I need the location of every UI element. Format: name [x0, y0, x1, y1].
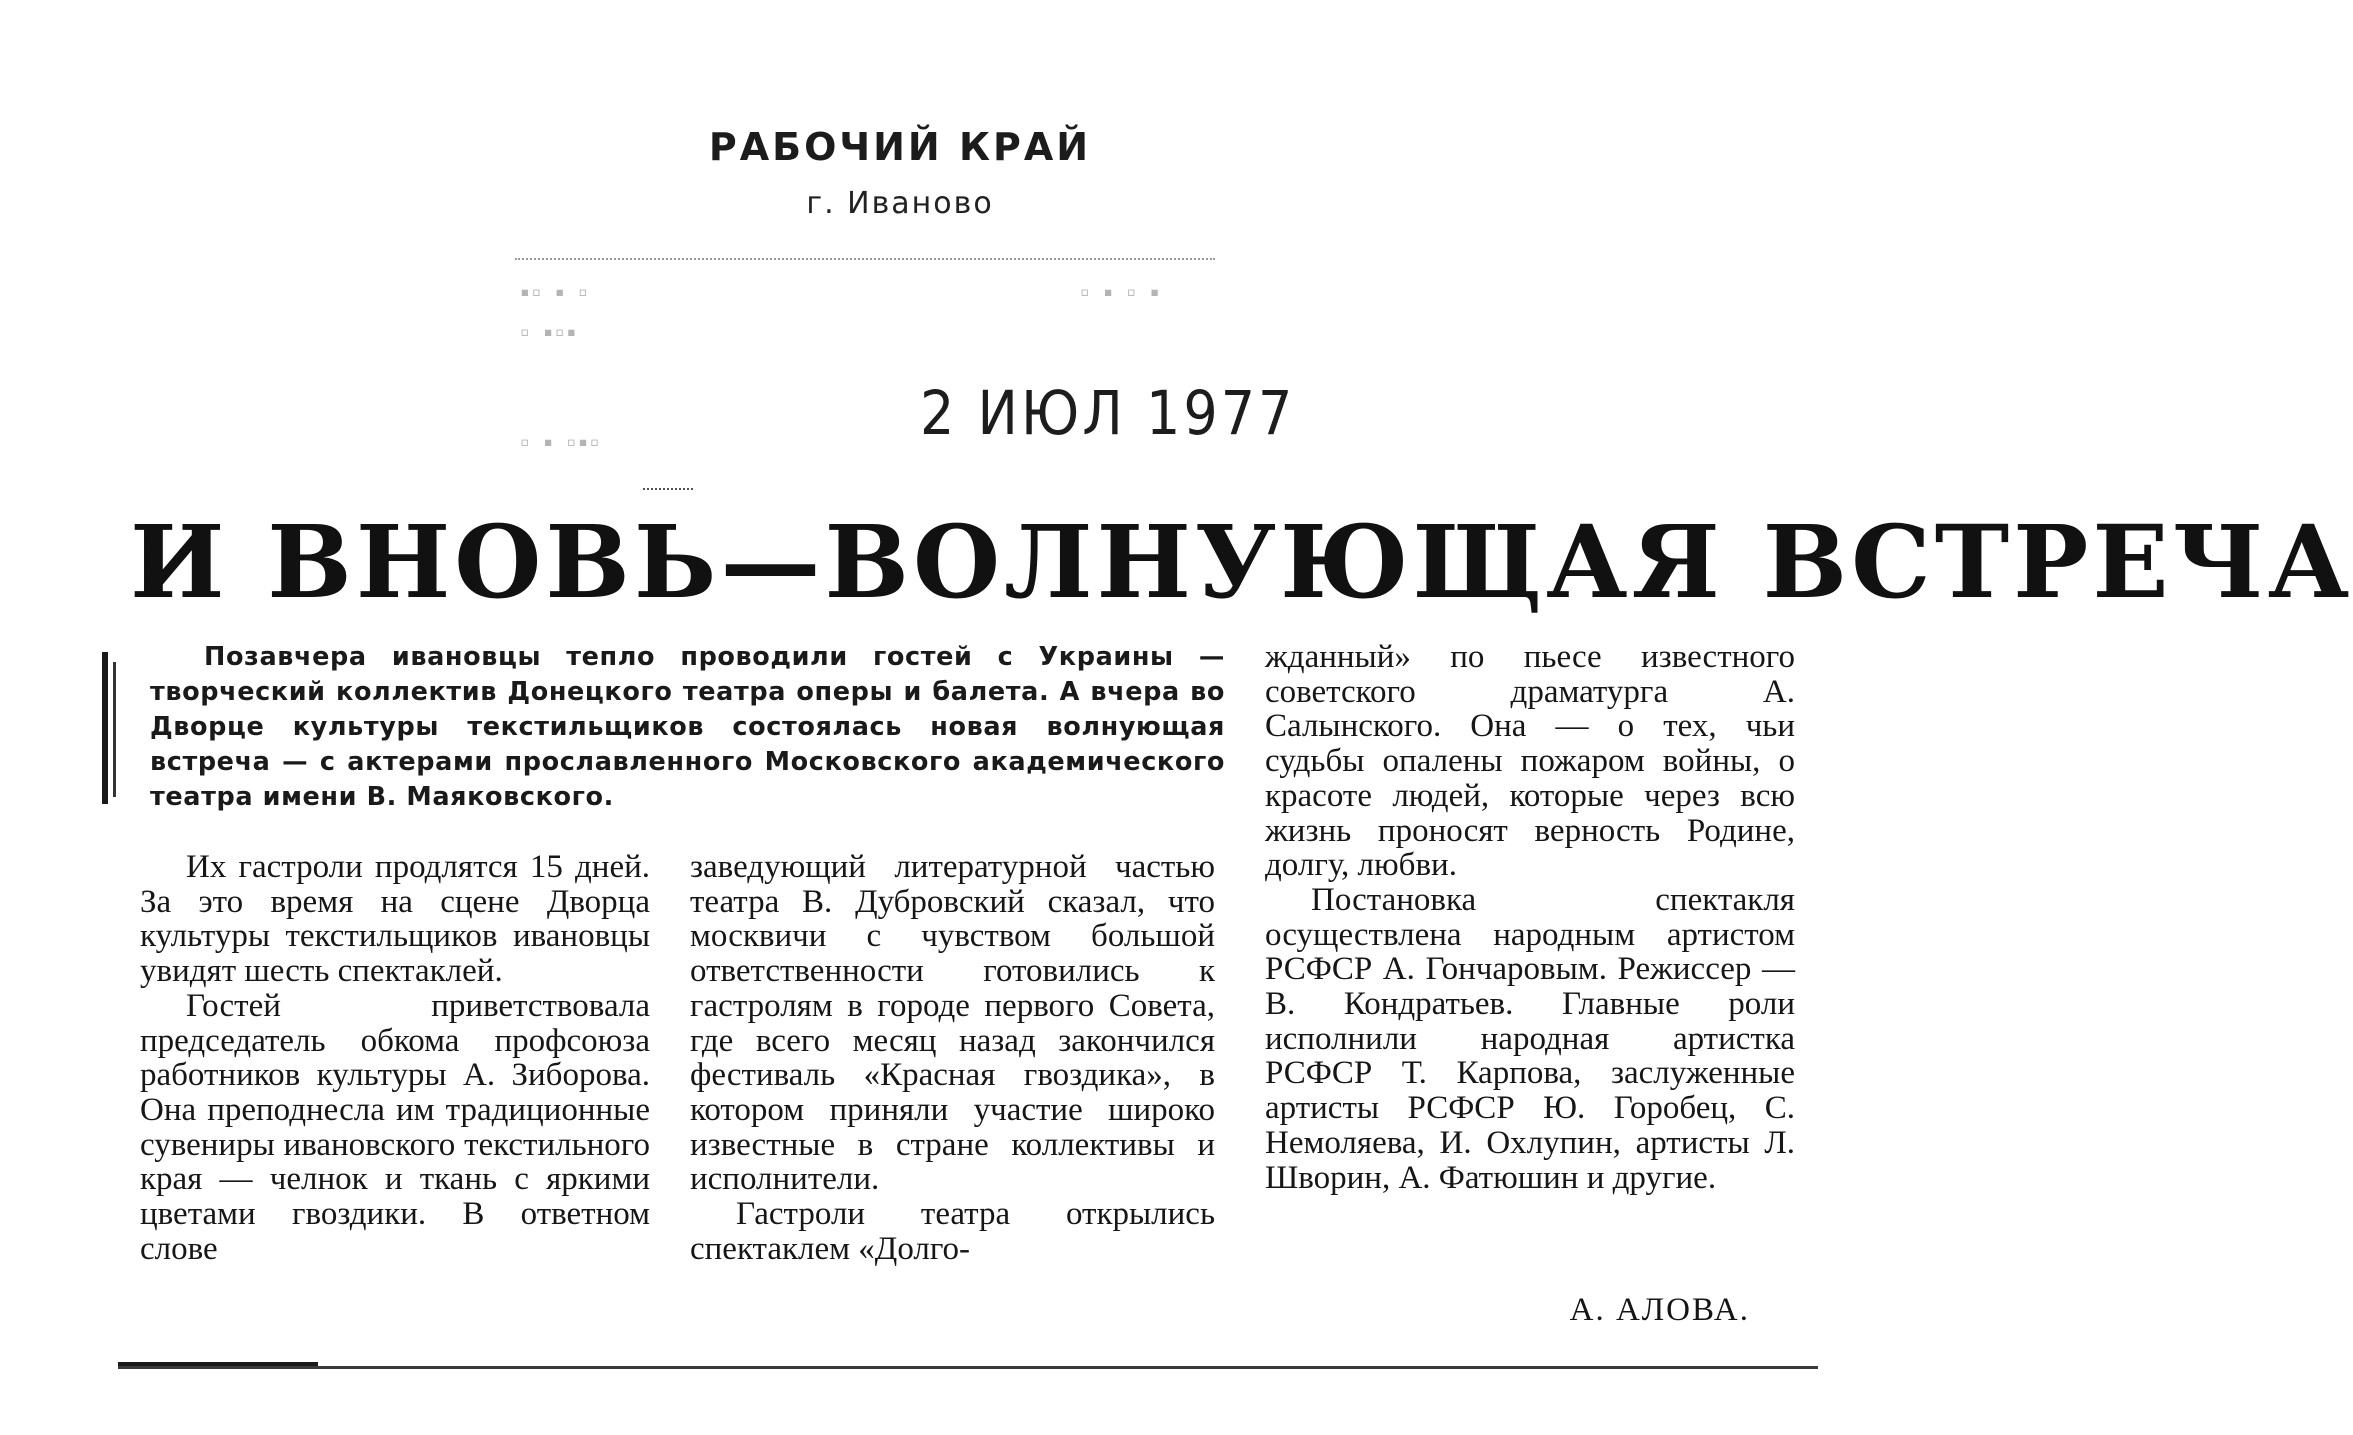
publication-name: РАБОЧИЙ КРАЙ — [708, 125, 1092, 169]
article-column-2 — [690, 850, 1215, 1266]
stamp-border-line — [515, 258, 1215, 260]
stamp-faint-mark: ▫ ▪ ▫▪▫ — [520, 432, 602, 451]
headline: И ВНОВЬ—ВОЛНУЮЩАЯ ВСТРЕЧА — [130, 503, 2353, 621]
article-column-1 — [140, 850, 650, 1266]
paragraph: жданный» по пьесе известного советского драматурга А. Салынского. Она — о тех, чьи судьбы опалены пожаром войны, о красоте людей, которые через всю жизнь проносят верность Родине, долгу, любви. — [1265, 639, 1795, 884]
paragraph: Их гастроли продлятся 15 дней. За это время на сцене Дворца культуры текстильщиков ивановцы увидят шесть спектаклей. — [140, 849, 650, 990]
paragraph: Гастроли театра открылись спектаклем «Долго- — [690, 1196, 1215, 1267]
stamp-date: 2 ИЮЛ 1977 — [920, 378, 1296, 449]
byline: А. АЛОВА. — [1569, 1292, 1750, 1328]
stamp-faint-mark: ▪▫ ▪ ▫ — [520, 282, 590, 301]
lead-paragraph — [150, 640, 1225, 815]
article-column-3 — [1265, 640, 1795, 1195]
bottom-rule — [118, 1366, 1818, 1369]
paragraph: Гостей приветствовала председатель обкома профсоюза работников культуры А. Зиборова. Она преподнесла им традиционные сувениры ивановского текстильного края — челнок и ткань с яркими цветами гвоздики. В ответном слове — [140, 987, 650, 1267]
stamp-faint-mark: ▫ ▪ ▫ ▪ — [1080, 282, 1162, 301]
lead-marker-bar — [113, 662, 116, 797]
paragraph: заведующий литературной частью театра В. Дубровский сказал, что москвичи с чувством большой ответственности готовились к гастролям в городе первого Совета, где всего месяц назад закончился фестиваль «Красная гвоздика», в котором приняли участие широко известные в стране коллективы и исполнители. — [690, 849, 1215, 1198]
lead-marker-bar — [102, 652, 108, 804]
paragraph: Постановка спектакля осуществлена народным артистом РСФСР А. Гончаровым. Режиссер — В. Кондратьев. Главные роли исполнили народная артистка РСФСР Т. Карпова, заслуженные артисты РСФСР Ю. Горобец, С. Немоляева, И. Охлупин, артисты Л. Шворин, А. Фатюшин и другие. — [1265, 881, 1795, 1196]
stamp-dotted-line — [643, 488, 693, 490]
lead-text: Позавчера ивановцы тепло проводили гостей с Украины — творческий коллектив Донецкого театра оперы и балета. А вчера во Дворце культуры текстильщиков состоялась новая волнующая встреча — с актерами прославленного Московского академического театра имени В. Маяковского. — [150, 642, 1225, 812]
stamp-faint-mark: ▫ ▪▫▪ — [520, 322, 579, 341]
publication-city: г. Иваново — [806, 186, 994, 221]
